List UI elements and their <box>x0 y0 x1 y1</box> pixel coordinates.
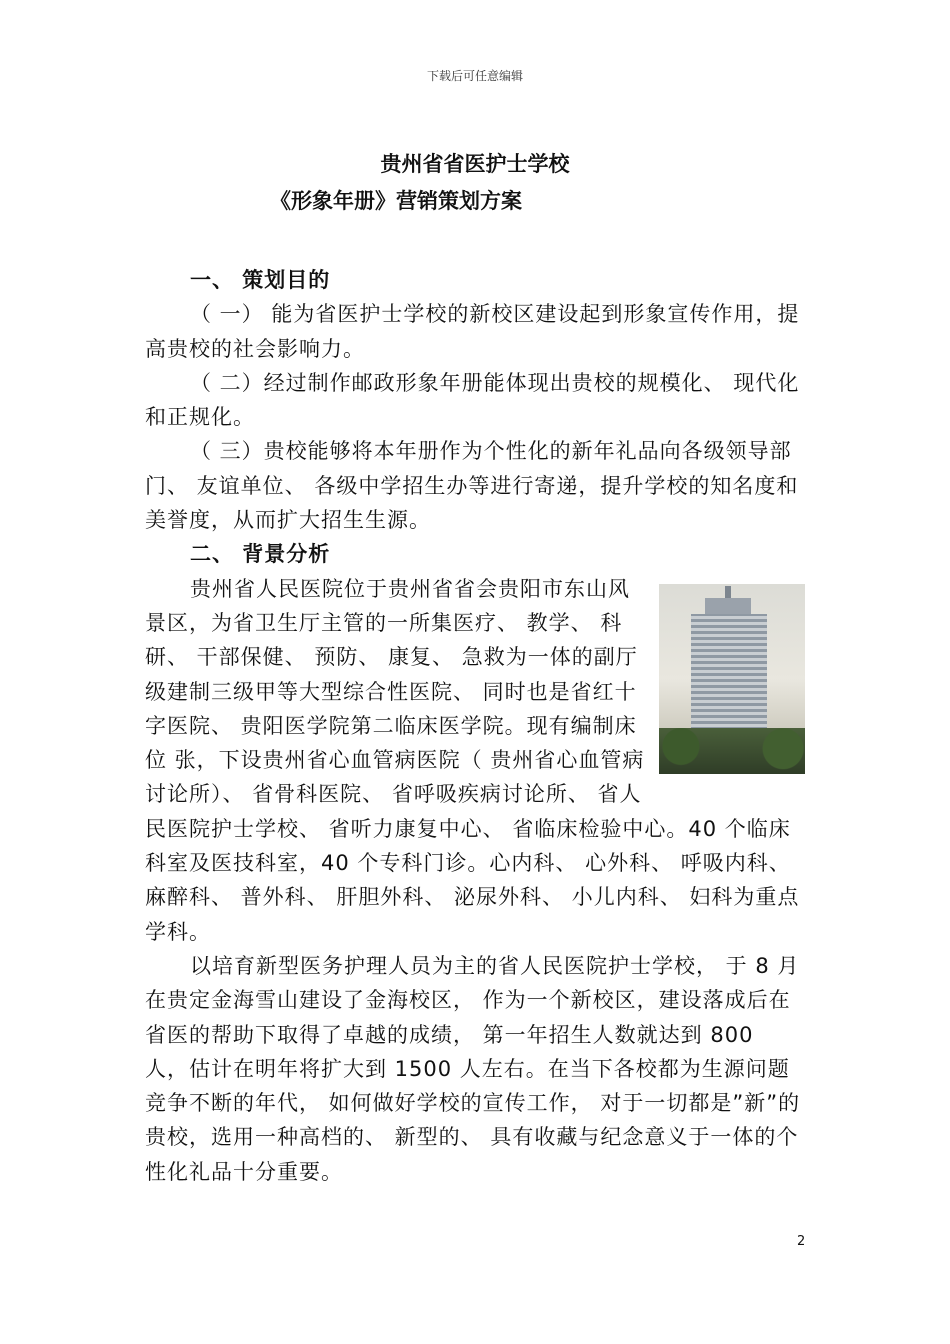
section-heading-background: 二、 背景分析 <box>190 542 331 567</box>
paragraph: 以培育新型医务护理人员为主的省人民医院护士学校， 于 8 月在贵定金海雪山建设了金海校区， 作为一个新校区，建设落成后在省医的帮助下取得了卓越的成绩， 第一年招生人数就达到 800 人，估计在明年将扩大到 1500 人左右。在当下各校都为生源问题竞争不断的年代， 如何做好学校的宣传工作， 对于一切都是”新”的贵校，选用一种高档的、 新型的、 具有收藏与纪念意义于一体的个性化礼品十分重要。 <box>145 953 801 1184</box>
document-title: 贵州省省医护士学校 <box>380 152 570 176</box>
section-heading-purpose: 一、 策划目的 <box>190 268 331 292</box>
paragraph: （ 二）经过制作邮政形象年册能体现出贵校的规模化、 现代化和正规化。 <box>145 370 800 430</box>
hospital-building-photo <box>659 584 805 774</box>
page-number: 2 <box>797 1234 806 1249</box>
paragraph: （ 三）贵校能够将本年册作为个性化的新年礼品向各级领导部门、 友谊单位、 各级中学招生办等进行寄递，提升学校的知名度和美誉度，从而扩大招生生源。 <box>145 439 799 533</box>
paragraph: 贵州省人民医院位于贵州省省会贵阳市东山风景区，为省卫生厅主管的一所集医疗、 教学、 科研、 干部保健、 预防、 康复、 急救为一体的副厅级建制三级甲等大型综合性医院、 同时也是省红十字医院、 贵阳医学院第二临床医学院。现有编制床位 张，下设贵州省心血管病医院（ 贵州省心血管病讨论所）、 省骨科医院、 省呼吸疾病讨论所、 省人民医院护士学校、 省听力康复中心、 省临床检验中心。40 个临床科室及医技科室，40 个专科门诊。心内科、 心外科、 呼吸内科、 麻醉科、 普外科、 肝胆外科、 泌尿外科、 小儿内科、 妇科为重点学科。 <box>145 576 800 944</box>
document-subtitle: 《形象年册》营销策划方案 <box>270 189 522 213</box>
document-body <box>145 263 805 1189</box>
paragraph: （ 一） 能为省医护士学校的新校区建设起到形象宣传作用，提高贵校的社会影响力。 <box>145 302 800 361</box>
header-note: 下载后可任意编辑 <box>426 69 523 83</box>
